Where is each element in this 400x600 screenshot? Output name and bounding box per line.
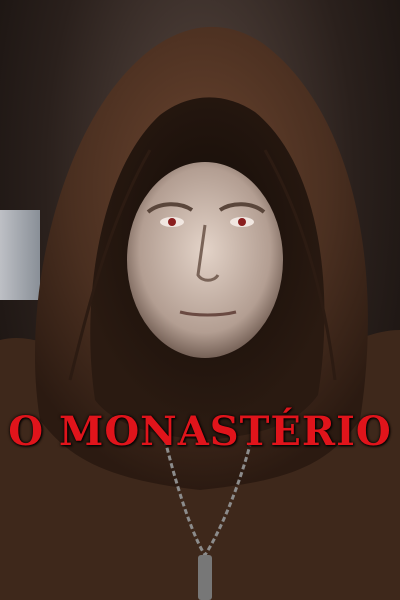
pendant [198,555,212,600]
face [127,162,283,358]
poster-title: O MONASTÉRIO [8,408,392,455]
